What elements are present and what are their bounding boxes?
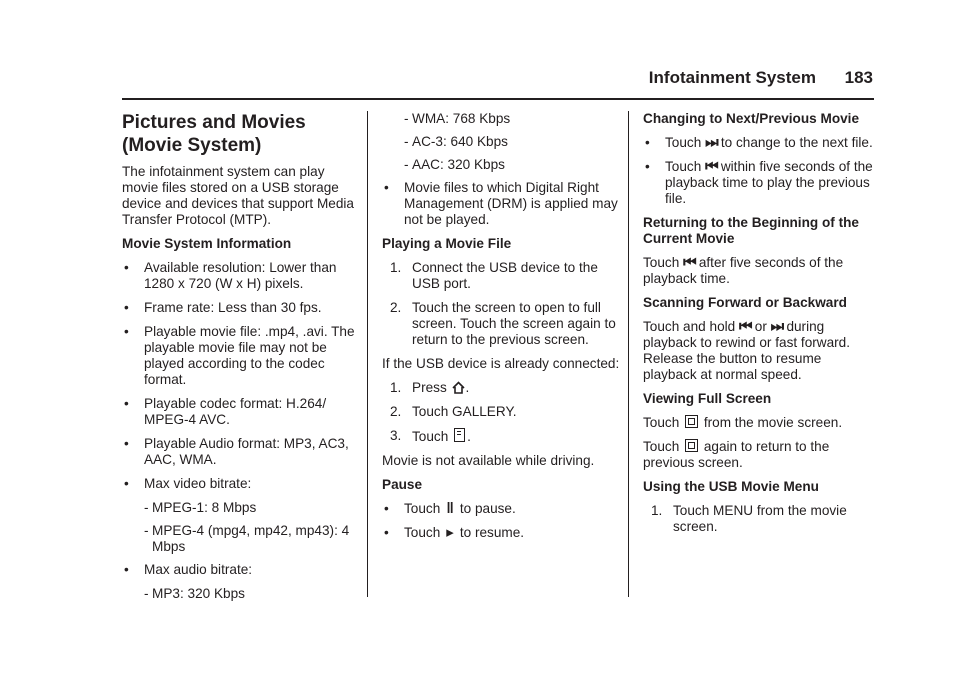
subheading-info: Movie System Information bbox=[122, 236, 292, 251]
fullscreen-icon bbox=[685, 415, 698, 428]
unavailable-paragraph: Movie is not available while driving. bbox=[382, 453, 595, 468]
header-rule bbox=[122, 98, 874, 100]
previous-track-icon: ⏮ bbox=[683, 254, 697, 271]
full-paragraph-2: Touch again to return to the previous screen. bbox=[643, 439, 830, 470]
play-icon: ▸ bbox=[446, 524, 454, 541]
pause-icon: ‖ bbox=[446, 500, 454, 517]
home-icon bbox=[452, 381, 465, 394]
list-item: • Touch ‖ to pause. bbox=[382, 501, 622, 517]
subheading-next: Changing to Next/Previous Movie bbox=[643, 111, 860, 126]
list-item: • Touch ⏮ within five seconds of the playback time to play the previous file. bbox=[643, 159, 875, 207]
list-item: • Touch ⏭ to change to the next file. bbox=[643, 135, 875, 151]
full-paragraph-1: Touch from the movie screen. bbox=[643, 415, 843, 430]
subheading-beginning: Returning to the Beginning of the Current Movie bbox=[643, 215, 859, 246]
list-item: • Available resolution: Lower than 1280 x 720 (W x H) pixels. bbox=[122, 260, 358, 292]
subheading-playing: Playing a Movie File bbox=[382, 236, 512, 251]
step-item: 2. Touch the screen to open to full screen. Touch the screen again to return to the previous screen. bbox=[390, 300, 616, 347]
list-item: • Playable movie file: .mp4, .avi. The playable movie file may not be played according to the codec format. bbox=[122, 324, 358, 388]
page-header bbox=[0, 70, 960, 94]
step-item: 2. Touch GALLERY. bbox=[390, 404, 517, 419]
next-track-icon: ⏭ bbox=[705, 134, 719, 151]
column-divider bbox=[628, 111, 629, 597]
list-item: • Max video bitrate: bbox=[122, 476, 358, 492]
subheading-menu: Using the USB Movie Menu bbox=[643, 479, 819, 494]
list-item: • Movie files to which Digital Right Management (DRM) is applied may not be played. bbox=[382, 180, 622, 228]
list-item: • Frame rate: Less than 30 fps. bbox=[122, 300, 358, 316]
previous-track-icon: ⏮ bbox=[705, 158, 719, 175]
subheading-scan: Scanning Forward or Backward bbox=[643, 295, 847, 310]
list-item: • Playable codec format: H.264/ MPEG-4 AVC. bbox=[122, 396, 358, 428]
step-item: 1. Connect the USB device to the USB port. bbox=[390, 260, 598, 291]
list-item: • Playable Audio format: MP3, AC3, AAC, WMA. bbox=[122, 436, 358, 468]
previous-track-icon: ⏮ bbox=[739, 318, 753, 335]
sub-list-item: - WMA: 768 Kbps bbox=[382, 111, 622, 127]
section-heading: Pictures and Movies (Movie System) bbox=[122, 112, 306, 156]
column-1 bbox=[122, 111, 358, 609]
step-item: 1. Touch MENU from the movie screen. bbox=[651, 503, 847, 534]
list-item: • Touch ▸ to resume. bbox=[382, 525, 622, 541]
sub-list-item: - AAC: 320 Kbps bbox=[382, 157, 622, 173]
beginning-paragraph: Touch ⏮ after five seconds of the playback time. bbox=[643, 254, 844, 286]
step-item: 1. Press . bbox=[390, 380, 470, 395]
sub-list-item: - AC-3: 640 Kbps bbox=[382, 134, 622, 150]
subheading-full: Viewing Full Screen bbox=[643, 391, 772, 406]
subheading-pause: Pause bbox=[382, 477, 423, 492]
fullscreen-icon bbox=[685, 439, 698, 452]
sub-list-item: - MPEG-4 (mpg4, mp42, mp43): 4 Mbps bbox=[122, 523, 358, 555]
sub-list-item: - MP3: 320 Kbps bbox=[122, 586, 358, 602]
column-2 bbox=[382, 111, 622, 549]
scan-paragraph: Touch and hold ⏮ or ⏭ during playback to rewind or fast forward. Release the button to resume playback at normal speed. bbox=[643, 318, 851, 382]
connected-paragraph: If the USB device is already connected: bbox=[382, 356, 620, 371]
step-item: 3. Touch . bbox=[390, 428, 471, 444]
next-track-icon: ⏭ bbox=[770, 318, 785, 335]
sub-list-item: - MPEG-1: 8 Mbps bbox=[122, 500, 358, 516]
gallery-icon bbox=[454, 428, 465, 442]
section-title: Infotainment System bbox=[648, 68, 816, 87]
intro-paragraph: The infotainment system can play movie files stored on a USB storage device and devices that support Media Transfer Protocol (MTP). bbox=[122, 164, 354, 227]
page-number: 183 bbox=[844, 68, 873, 87]
list-item: • Max audio bitrate: bbox=[122, 562, 358, 578]
column-divider bbox=[367, 111, 368, 597]
column-3 bbox=[643, 111, 875, 543]
